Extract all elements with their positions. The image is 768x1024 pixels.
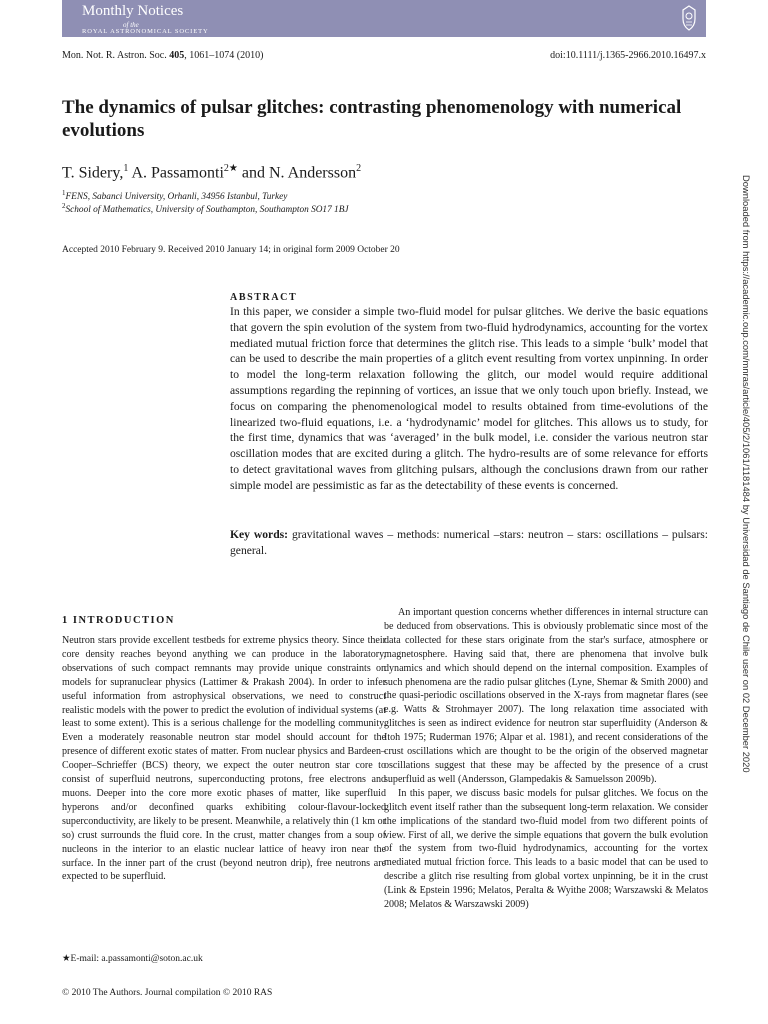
author-list <box>62 163 361 182</box>
paper-title: The dynamics of pulsar glitches: contrasting phenomenology with numerical evolutions <box>62 97 682 141</box>
citation <box>62 50 263 61</box>
abstract-heading: ABSTRACT <box>230 292 298 303</box>
journal-name: Monthly Notices <box>82 3 184 19</box>
affiliation-1-number: 1 <box>62 189 66 197</box>
affiliation-2-text: School of Mathematics, University of Southampton, Southampton SO17 1BJ <box>65 205 349 216</box>
affiliation-2 <box>62 202 349 215</box>
citation-volume: 405 <box>169 50 185 61</box>
introduction-paragraph-3: In this paper, we discuss basic models for pulsar glitches. We focus on the glitch event itself rather than the subsequent long-term relaxation. We consider the implications of the standard two-fluid model from two different points of view. First of all, we derive the simple equations that govern the bulk evolution of the system from two-fluid hydrodynamics, accounting for the vortex mediated mutual friction force. This leads to a basic model that can be used to describe a glitch rise resulting from global vortex unpinning, be it in the crust (Link & Epstein 1996; Melatos, Peralta & Wyithe 2008; Warszawski & Melatos 2008; Melatos & Warszawski 2009) <box>384 787 708 911</box>
affiliation-1 <box>62 189 287 202</box>
introduction-left-column <box>62 634 386 884</box>
introduction-paragraph-1: Neutron stars provide excellent testbeds for extreme physics theory. Since their core density reaches beyond anything we can produce in the laboratory, observations of such compact remnants may provide unique constraints on models for supranuclear physics (Lattimer & Prakash 2004). In order to infer useful information from astrophysical observations, we need to construct realistic models with the power to predict the evolution of individual systems (at least to some extent). This is a serious challenge for the modelling community. Even a moderately reasonable neutron star model should account for the presence of different exotic states of matter. From nuclear physics and Bardeen–Cooper–Schrieffer (BCS) theory, we expect the outer neutron star core to consist of superfluid neutrons, superconducting protons, free electrons and muons. Deeper into the core more exotic phases of matter, like superfluid hyperons and/or deconfined quarks exhibiting colour-flavour-locked superconductivity, are likely to be present. Meanwhile, a relatively thin (1 km or so) crust surrounds the fluid core. In the crust, matter changes from a soup of nucleons in the interior to an elastic nuclear lattice of heavy iron near the surface. In the inner part of the crust (beyond neutron drip), free neutrons are expected to be superfluid. <box>62 635 386 883</box>
section-heading-introduction: 1 INTRODUCTION <box>62 615 175 626</box>
keywords <box>230 527 708 559</box>
copyright-notice: © 2010 The Authors. Journal compilation © 2010 RAS <box>62 988 273 998</box>
author-andersson-affiliation: 2 <box>356 163 362 174</box>
author-passamonti-affiliation: 2★ <box>223 163 238 174</box>
journal-name-of: of the <box>123 21 139 29</box>
affiliation-1-text: FENS, Sabanci University, Orhanli, 34956 Istanbul, Turkey <box>65 192 288 203</box>
author-sidery-affiliation: 1 <box>123 163 129 174</box>
citation-suffix: , 1061–1074 (2010) <box>184 50 264 61</box>
society-name: ROYAL ASTRONOMICAL SOCIETY <box>82 28 209 35</box>
footnote-email[interactable]: ★E-mail: a.passamonti@soton.ac.uk <box>62 954 203 964</box>
abstract-text: In this paper, we consider a simple two-fluid model for pulsar glitches. We derive the basic equations that govern the spin evolution of the system from two-fluid hydrodynamics, accounting for the vortex mediated mutual friction force that determines the glitch rise. This leads to a simple ‘bulk’ model that can be used to describe the main properties of a glitch event resulting from vortex unpinning. In order to model the long-term relaxation following the glitch, our model would require additional assumptions regarding the repinning of vortices, an issue that we only touch upon briefly. Instead, we focus on comparing the phenomenological model to results obtained from time-evolutions of the linearized two-fluid equations, i.e. a ‘hydrodynamic’ model for glitches. This allows us to study, for the first time, dynamics that was ‘averaged’ in the bulk model, i.e. consider the various neutron star oscillation modes that are excited during a glitch. The hydro-results are of some relevance for efforts to detect gravitational waves from glitching pulsars, although the conclusions drawn from our rather simple model are pessimistic as far as the detectability of these events is concerned. <box>230 305 708 492</box>
introduction-paragraph-2: An important question concerns whether differences in internal structure can be deduced from observations. This is obviously problematic since most of the data collected for these stars originate from the star's surface, atmosphere or magnetosphere. Having said that, there are phenomena that involve bulk dynamics and which should depend on the internal composition. Examples of such phenomena are the radio pulsar glitches (Lyne, Shemar & Smith 2000) and the quasi-periodic oscillations observed in the X-rays from magnetar flares (see e.g. Watts & Strohmayer 2007). The long relaxation time associated with glitches is seen as indirect evidence for neutron star superfluidity (Anderson & Itoh 1975; Ruderman 1976; Alpar et al. 1981), and recent considerations of the crust oscillations which are thought to be the origin of the observed magnetar oscillations suggest that these may be affected by the presence of a crust superfluid as well (Andersson, Glampedakis & Samuelsson 2009b). <box>384 607 708 785</box>
keywords-text: gravitational waves – methods: numerical –stars: neutron – stars: oscillations – pulsars: general. <box>230 528 708 557</box>
author-sidery: T. Sidery, <box>62 164 124 182</box>
society-crest-icon <box>680 5 698 31</box>
keywords-label: Key words: <box>230 528 289 541</box>
submission-dates: Accepted 2010 February 9. Received 2010 January 14; in original form 2009 October 20 <box>62 245 400 255</box>
affiliation-2-number: 2 <box>62 202 66 210</box>
introduction-right-column <box>384 606 708 912</box>
download-notice-sidebar[interactable]: Downloaded from https://academic.oup.com/mnras/article/405/2/1061/1181484 by Universidad de Santiago de Chile user on 02 December 2020 <box>741 175 752 773</box>
author-passamonti: A. Passamonti <box>128 164 224 182</box>
author-andersson: and N. Andersson <box>237 164 357 182</box>
doi[interactable]: doi:10.1111/j.1365-2966.2010.16497.x <box>550 50 706 61</box>
citation-prefix: Mon. Not. R. Astron. Soc. <box>62 50 170 61</box>
